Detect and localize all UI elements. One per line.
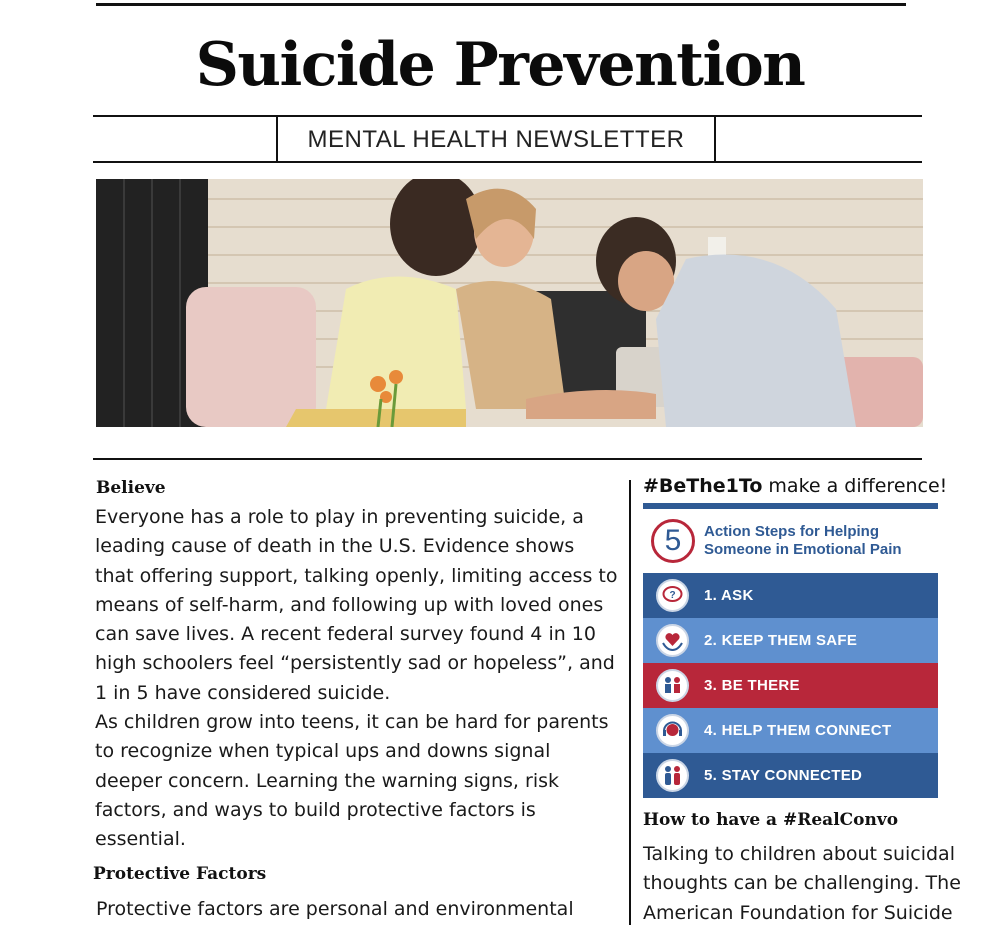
- number-five-circle: [651, 519, 695, 563]
- protective-paragraph: [96, 895, 626, 924]
- svg-text:?: ?: [669, 590, 676, 601]
- text-line: essential.: [95, 828, 186, 851]
- text-line: can save lives. A recent federal survey found 4 in 10: [95, 623, 596, 646]
- infographic-top-bar: [643, 503, 938, 509]
- step-label: 2. KEEP THEM SAFE: [704, 632, 858, 649]
- step-stay-connected: [643, 753, 938, 798]
- protective-factors-heading: Protective Factors: [93, 864, 267, 884]
- hashtag-bold: #BeThe1To: [643, 475, 763, 497]
- number-five: 5: [664, 524, 682, 557]
- text-line: American Foundation for Suicide: [643, 901, 953, 924]
- infographic-title-line: Action Steps for Helping: [704, 523, 880, 540]
- text-line: means of self-harm, and following up with loved ones: [95, 593, 604, 616]
- step-ask: [643, 573, 938, 618]
- step-be-there: [643, 663, 938, 708]
- text-line: thoughts can be challenging. The: [643, 872, 961, 895]
- text-line: 1 in 5 have considered suicide.: [95, 681, 391, 704]
- text-line: that offering support, talking openly, limiting access to: [95, 564, 618, 587]
- step-help-them-connect: [643, 708, 938, 753]
- text-line: As children grow into teens, it can be hard for parents: [95, 711, 609, 734]
- people-sitting-icon: [656, 669, 689, 702]
- two-people-icon: [656, 759, 689, 792]
- headset-icon: [656, 714, 689, 747]
- column-divider: [629, 480, 631, 925]
- text-line: Protective factors are personal and environmental: [96, 898, 574, 920]
- believe-heading: Believe: [96, 478, 166, 498]
- step-label: 1. ASK: [704, 587, 754, 604]
- subtitle-bottom-rule: [93, 161, 922, 163]
- newsletter-subtitle: MENTAL HEALTH NEWSLETTER: [307, 126, 685, 153]
- real-convo-heading: How to have a #RealConvo: [643, 810, 899, 830]
- step-label: 4. HELP THEM CONNECT: [704, 722, 892, 739]
- real-convo-paragraph: [643, 840, 973, 928]
- subtitle-right-divider: [714, 115, 716, 163]
- page-title: Suicide Prevention: [195, 30, 805, 100]
- text-line: high schoolers feel “persistently sad or hopeless”, and: [95, 652, 615, 675]
- text-line: factors, and ways to build protective factors is: [95, 798, 536, 821]
- action-steps-infographic: [643, 503, 938, 798]
- hashtag-line: [643, 472, 947, 500]
- subtitle-top-rule: [93, 115, 922, 117]
- text-line: to recognize when typical ups and downs signal: [95, 740, 551, 763]
- hashtag-text: make a difference!: [762, 475, 948, 497]
- text-line: Everyone has a role to play in preventing suicide, a: [95, 506, 584, 528]
- believe-paragraph: [95, 503, 625, 855]
- text-line: Talking to children about suicidal: [643, 843, 955, 865]
- section-divider: [93, 458, 922, 460]
- question-bubble-icon: [656, 579, 689, 612]
- hero-photo: [96, 179, 923, 427]
- step-label: 5. STAY CONNECTED: [704, 767, 863, 784]
- text-line: leading cause of death in the U.S. Evidence shows: [95, 535, 575, 558]
- heart-hands-icon: [656, 624, 689, 657]
- text-line: deeper concern. Learning the warning signs, risk: [95, 769, 560, 792]
- infographic-title: [704, 523, 902, 559]
- infographic-title-line: Someone in Emotional Pain: [704, 541, 902, 558]
- step-label: 3. BE THERE: [704, 677, 800, 694]
- top-rule: [96, 3, 906, 6]
- step-keep-them-safe: [643, 618, 938, 663]
